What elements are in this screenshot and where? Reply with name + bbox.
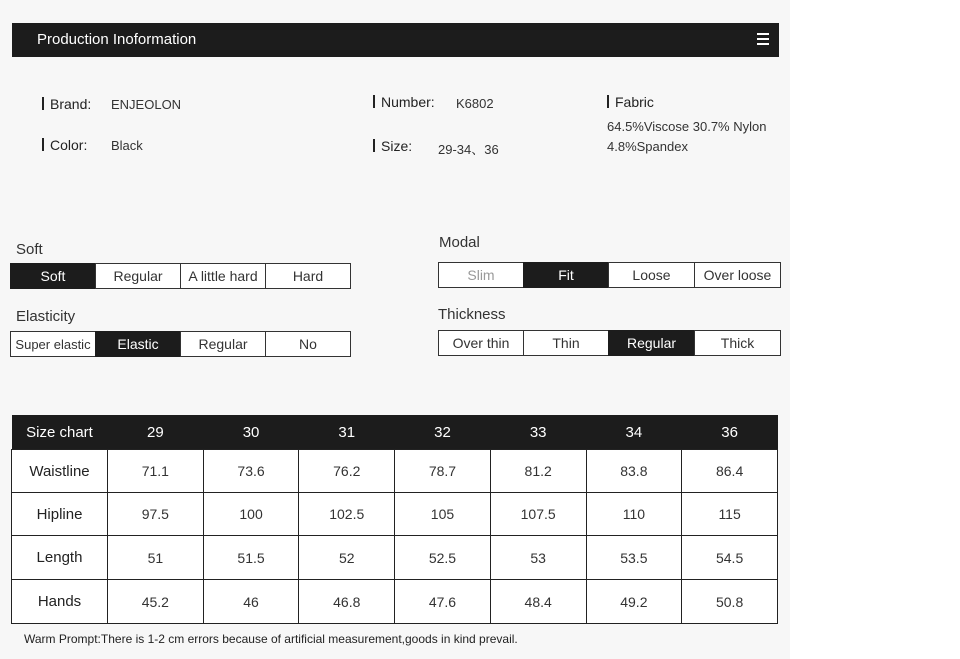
measurement-value: 102.5 bbox=[299, 493, 395, 536]
measurement-value: 45.2 bbox=[108, 580, 204, 624]
measurement-value: 46 bbox=[203, 580, 299, 624]
section-title: Production Inoformation bbox=[37, 31, 197, 48]
measurement-value: 107.5 bbox=[490, 493, 586, 536]
thickness-option: Thin bbox=[523, 330, 609, 356]
measurement-value: 49.2 bbox=[586, 580, 682, 624]
size-column-header: 33 bbox=[490, 415, 586, 450]
fit-scale bbox=[438, 262, 781, 288]
measurement-value: 86.4 bbox=[682, 450, 778, 493]
elasticity-scale bbox=[10, 331, 351, 357]
table-row bbox=[12, 450, 778, 493]
measurement-value: 71.1 bbox=[108, 450, 204, 493]
warm-prompt: Warm Prompt:There is 1-2 cm errors because of artificial measurement,goods in kind prevail. bbox=[24, 632, 518, 646]
elasticity-option: Regular bbox=[180, 331, 266, 357]
measurement-value: 46.8 bbox=[299, 580, 395, 624]
soft-option: Soft bbox=[10, 263, 96, 289]
measurement-value: 81.2 bbox=[490, 450, 586, 493]
measurement-value: 78.7 bbox=[395, 450, 491, 493]
thickness-option: Over thin bbox=[438, 330, 524, 356]
thickness-option: Thick bbox=[694, 330, 781, 356]
size-column-header: 32 bbox=[395, 415, 491, 450]
brand-label: Brand: bbox=[50, 96, 92, 112]
size-column-header: 29 bbox=[108, 415, 204, 450]
measurement-value: 50.8 bbox=[682, 580, 778, 624]
number-label: Number: bbox=[381, 94, 435, 110]
measurement-name: Hands bbox=[12, 580, 108, 624]
fabric-composition-2: 4.8%Spandex bbox=[607, 139, 688, 154]
measurement-value: 76.2 bbox=[299, 450, 395, 493]
measurement-value: 105 bbox=[395, 493, 491, 536]
color-label: Color: bbox=[50, 137, 88, 153]
fabric-label: Fabric bbox=[615, 94, 654, 110]
measurement-value: 47.6 bbox=[395, 580, 491, 624]
table-row bbox=[12, 580, 778, 624]
size-column-header: 31 bbox=[299, 415, 395, 450]
soft-option: Regular bbox=[95, 263, 181, 289]
measurement-value: 97.5 bbox=[108, 493, 204, 536]
soft-label: Soft bbox=[16, 241, 43, 258]
size-column-header: 34 bbox=[586, 415, 682, 450]
measurement-value: 53 bbox=[490, 536, 586, 580]
measurement-value: 51.5 bbox=[203, 536, 299, 580]
measurement-value: 115 bbox=[682, 493, 778, 536]
table-row bbox=[12, 536, 778, 580]
modal-label: Modal bbox=[439, 234, 480, 251]
size-chart-title: Size chart bbox=[12, 415, 108, 450]
measurement-name: Waistline bbox=[12, 450, 108, 493]
modal-option: Fit bbox=[523, 262, 609, 288]
section-header bbox=[12, 23, 779, 57]
measurement-value: 110 bbox=[586, 493, 682, 536]
elasticity-option: Elastic bbox=[95, 331, 181, 357]
elasticity-option: No bbox=[265, 331, 351, 357]
size-column-header: 36 bbox=[682, 415, 778, 450]
soft-option: A little hard bbox=[180, 263, 266, 289]
modal-option: Over loose bbox=[694, 262, 781, 288]
measurement-value: 53.5 bbox=[586, 536, 682, 580]
fabric-composition-1: 64.5%Viscose 30.7% Nylon bbox=[607, 119, 767, 134]
table-row bbox=[12, 493, 778, 536]
color-info bbox=[42, 137, 143, 153]
brand-value: ENJEOLON bbox=[111, 97, 182, 112]
color-value: Black bbox=[111, 138, 143, 153]
measurement-value: 73.6 bbox=[203, 450, 299, 493]
measurement-name: Hipline bbox=[12, 493, 108, 536]
size-label: Size: bbox=[381, 138, 413, 154]
softness-scale bbox=[10, 263, 351, 289]
measurement-value: 51 bbox=[108, 536, 204, 580]
measurement-name: Length bbox=[12, 536, 108, 580]
hamburger-menu-icon[interactable] bbox=[757, 33, 769, 47]
number-value: K6802 bbox=[456, 96, 494, 111]
measurement-value: 54.5 bbox=[682, 536, 778, 580]
measurement-value: 83.8 bbox=[586, 450, 682, 493]
soft-option: Hard bbox=[265, 263, 351, 289]
size-chart-header-row bbox=[12, 415, 778, 450]
measurement-value: 48.4 bbox=[490, 580, 586, 624]
fabric-info bbox=[607, 94, 654, 110]
size-chart-table bbox=[11, 415, 778, 624]
elasticity-label: Elasticity bbox=[16, 308, 76, 325]
size-value: 29-34、36 bbox=[438, 142, 499, 157]
elasticity-option: Super elastic bbox=[10, 331, 96, 357]
thickness-label: Thickness bbox=[438, 306, 506, 323]
modal-option: Slim bbox=[438, 262, 524, 288]
number-info bbox=[373, 94, 494, 111]
measurement-value: 100 bbox=[203, 493, 299, 536]
thickness-option: Regular bbox=[608, 330, 695, 356]
measurement-value: 52 bbox=[299, 536, 395, 580]
modal-option: Loose bbox=[608, 262, 695, 288]
thickness-scale bbox=[438, 330, 781, 356]
measurement-value: 52.5 bbox=[395, 536, 491, 580]
size-info bbox=[373, 138, 499, 157]
size-column-header: 30 bbox=[203, 415, 299, 450]
brand-info bbox=[42, 96, 182, 112]
